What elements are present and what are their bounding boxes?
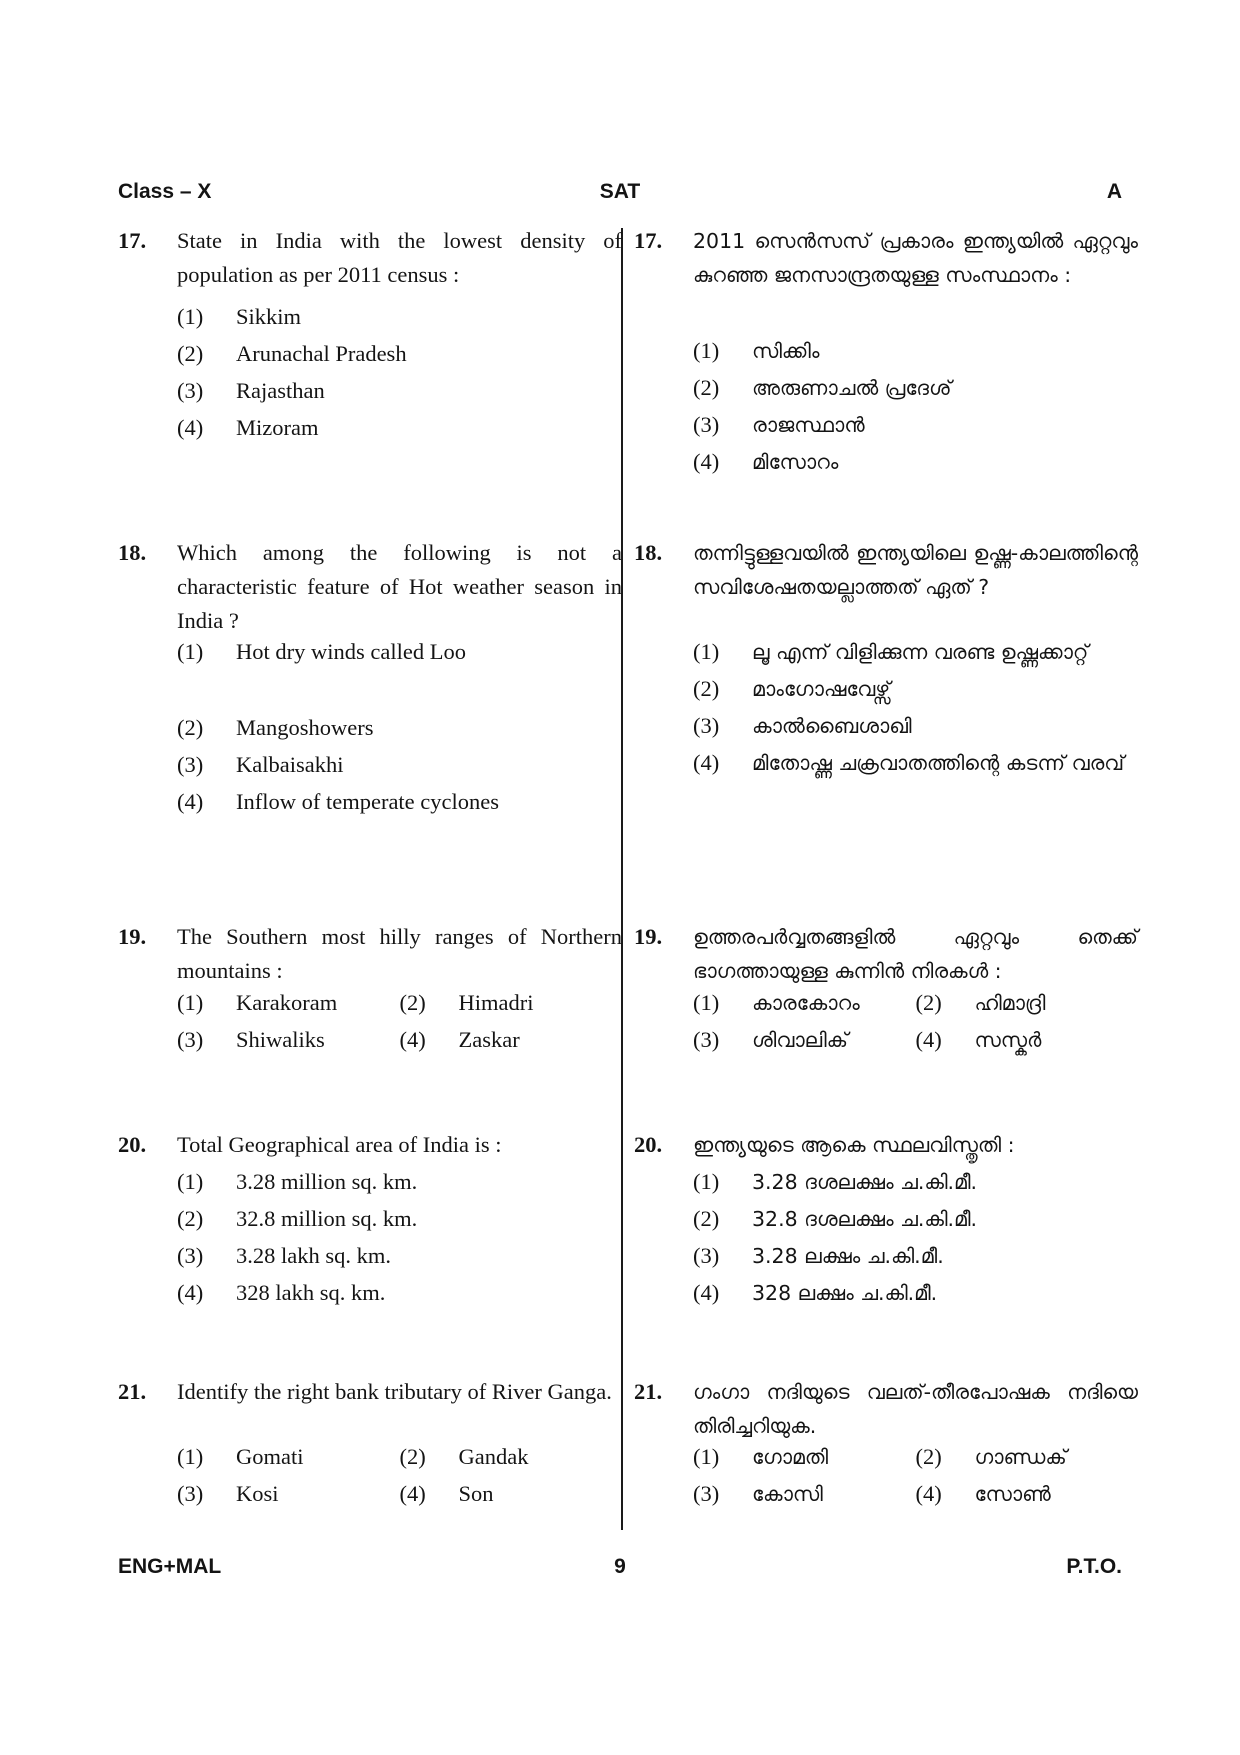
option-text: 32.8 million sq. km.	[236, 1206, 418, 1231]
question-text: Which among the following is not a characteristic feature of Hot weather season in India ?	[177, 540, 622, 633]
option-text: 328 ലക്ഷം ച.കി.മീ.	[752, 1281, 938, 1305]
option-number: (3)	[177, 1243, 204, 1268]
option-number: (3)	[693, 412, 720, 437]
option-number: (1)	[693, 1169, 720, 1194]
option-text: ലൂ എന്ന് വിളിക്കുന്ന വരണ്ട ഉഷ്ണക്കാറ്റ്	[752, 640, 1089, 664]
option-number: (1)	[177, 639, 204, 664]
option-text: മിതോഷ്ണ ചക്രവാതത്തിന്റെ കടന്ന് വരവ്	[752, 751, 1125, 775]
question-number: 20.	[118, 1132, 147, 1157]
option-number: (4)	[915, 1027, 942, 1052]
option-number: (1)	[693, 338, 720, 363]
option-number: (2)	[177, 715, 204, 740]
option-text: Rajasthan	[236, 378, 325, 403]
option-number: (1)	[177, 1444, 204, 1469]
option-text: Arunachal Pradesh	[236, 341, 407, 366]
question-17-ml	[634, 224, 1138, 292]
option-number: (4)	[915, 1481, 942, 1506]
option-text: 3.28 lakh sq. km.	[236, 1243, 391, 1268]
options-19-ml	[634, 986, 1138, 1057]
option-text: Karakoram	[236, 990, 338, 1015]
question-19-en	[118, 920, 622, 988]
question-number: 18.	[634, 540, 663, 565]
option-text: കാൽബൈശാഖി	[752, 714, 912, 738]
option-text: 328 lakh sq. km.	[236, 1280, 386, 1305]
question-text: Identify the right bank tributary of River Ganga.	[177, 1379, 612, 1404]
options-21-en	[118, 1440, 622, 1511]
option-number: (4)	[693, 750, 720, 775]
option-text: ഹിമാദ്രി	[974, 991, 1046, 1015]
option-number: (3)	[177, 1481, 204, 1506]
question-20-en	[118, 1128, 622, 1162]
options-17-en	[118, 300, 622, 445]
option-text: 3.28 million sq. km.	[236, 1169, 418, 1194]
option-number: (1)	[177, 990, 204, 1015]
question-21-ml	[634, 1375, 1138, 1443]
option-text: മിസോറം	[752, 450, 839, 474]
option-number: (1)	[177, 1169, 204, 1194]
question-text: തന്നിട്ടുള്ളവയിൽ ഇന്ത്യയിലെ ഉഷ്ണ-കാലത്തിന്റെ സവിശേഷതയല്ലാത്തത് ഏത് ?	[693, 541, 1138, 599]
options-20-ml	[634, 1165, 1138, 1310]
option-number: (3)	[693, 713, 720, 738]
options-18-en	[118, 635, 622, 669]
option-text: ഗോമതി	[752, 1445, 829, 1469]
option-text: മാംഗോഷവേഴ്സ്	[752, 677, 891, 701]
question-number: 17.	[118, 228, 147, 253]
option-number: (2)	[399, 990, 426, 1015]
option-text: ശിവാലിക്	[752, 1028, 849, 1052]
option-number: (2)	[915, 1444, 942, 1469]
option-text: കോസി	[752, 1482, 823, 1506]
question-text: Total Geographical area of India is :	[177, 1132, 502, 1157]
option-text: Kalbaisakhi	[236, 752, 344, 777]
option-number: (3)	[177, 378, 204, 403]
option-number: (1)	[693, 990, 720, 1015]
option-number: (2)	[693, 1206, 720, 1231]
option-text: Inflow of temperate cyclones	[236, 789, 500, 814]
option-text: Sikkim	[236, 304, 302, 329]
question-19-ml	[634, 920, 1138, 988]
option-text: Hot dry winds called Loo	[236, 639, 466, 664]
option-text: കാരകോറം	[752, 991, 860, 1015]
question-number: 19.	[118, 924, 147, 949]
question-text: The Southern most hilly ranges of Northern mountains :	[177, 924, 622, 983]
option-number: (1)	[693, 1444, 720, 1469]
question-text: ഗംഗാ നദിയുടെ വലത്-തീരപോഷക നദിയെ തിരിച്ചറിയുക.	[693, 1380, 1138, 1438]
option-number: (4)	[177, 1280, 204, 1305]
option-number: (3)	[177, 1027, 204, 1052]
header-exam: SAT	[599, 180, 641, 203]
header-series: A	[1106, 180, 1122, 203]
header-class: Class – X	[118, 180, 212, 203]
option-number: (4)	[177, 789, 204, 814]
option-number: (4)	[399, 1481, 426, 1506]
option-number: (3)	[693, 1243, 720, 1268]
option-number: (3)	[693, 1027, 720, 1052]
question-number: 21.	[118, 1379, 147, 1404]
options-18-en-rest	[118, 711, 622, 819]
options-19-en	[118, 986, 622, 1057]
option-number: (4)	[399, 1027, 426, 1052]
option-number: (3)	[177, 752, 204, 777]
question-number: 17.	[634, 228, 663, 253]
question-21-en	[118, 1375, 622, 1409]
question-text: ഉത്തരപർവ്വതങ്ങളിൽ ഏറ്റവും തെക്ക് ഭാഗത്തായുള്ള കുന്നിൻ നിരകൾ :	[693, 925, 1138, 983]
option-text: 3.28 ലക്ഷം ച.കി.മീ.	[752, 1244, 944, 1268]
question-text: 2011 സെൻസസ് പ്രകാരം ഇന്ത്യയിൽ ഏറ്റവും കുറഞ്ഞ ജനസാന്ദ്രതയുള്ള സംസ്ഥാനം :	[693, 229, 1138, 287]
option-number: (2)	[177, 1206, 204, 1231]
option-number: (1)	[177, 304, 204, 329]
option-text: Gomati	[236, 1444, 304, 1469]
option-text: സിക്കിം	[752, 339, 820, 363]
question-number: 20.	[634, 1132, 663, 1157]
options-17-ml	[634, 334, 1138, 479]
option-text: 3.28 ദശലക്ഷം ച.കി.മീ.	[752, 1170, 978, 1194]
option-text: Mangoshowers	[236, 715, 374, 740]
option-text: ഗാണ്ഡക്	[974, 1445, 1067, 1469]
option-number: (4)	[177, 415, 204, 440]
option-number: (2)	[399, 1444, 426, 1469]
footer-language: ENG+MAL	[118, 1555, 222, 1578]
option-text: Mizoram	[236, 415, 319, 440]
option-number: (2)	[693, 375, 720, 400]
question-number: 18.	[118, 540, 147, 565]
question-text: State in India with the lowest density of population as per 2011 census :	[177, 228, 622, 287]
option-text: അരുണാചൽ പ്രദേശ്	[752, 376, 952, 400]
question-18-en	[118, 536, 622, 638]
option-text: Zaskar	[458, 1027, 520, 1052]
options-21-ml	[634, 1440, 1138, 1511]
option-text: രാജസ്ഥാൻ	[752, 413, 865, 437]
option-number: (1)	[693, 639, 720, 664]
question-number: 21.	[634, 1379, 663, 1404]
option-number: (2)	[693, 676, 720, 701]
question-20-ml	[634, 1128, 1138, 1162]
option-number: (3)	[693, 1481, 720, 1506]
option-text: സസ്കർ	[974, 1028, 1042, 1052]
option-text: 32.8 ദശലക്ഷം ച.കി.മീ.	[752, 1207, 978, 1231]
option-number: (4)	[693, 1280, 720, 1305]
question-text: ഇന്ത്യയുടെ ആകെ സ്ഥലവിസ്തൃതി :	[693, 1133, 1015, 1157]
option-number: (4)	[693, 449, 720, 474]
question-17-en	[118, 224, 622, 292]
option-number: (2)	[177, 341, 204, 366]
option-text: സോൺ	[974, 1482, 1051, 1506]
options-20-en	[118, 1165, 622, 1310]
option-text: Gandak	[458, 1444, 529, 1469]
option-text: Shiwaliks	[236, 1027, 325, 1052]
option-number: (2)	[915, 990, 942, 1015]
page-number: 9	[614, 1555, 626, 1578]
option-text: Kosi	[236, 1481, 279, 1506]
question-number: 19.	[634, 924, 663, 949]
options-18-ml	[634, 635, 1138, 780]
option-text: Himadri	[458, 990, 534, 1015]
option-text: Son	[458, 1481, 494, 1506]
footer-pto: P.T.O.	[1066, 1555, 1122, 1578]
question-18-ml	[634, 536, 1138, 604]
